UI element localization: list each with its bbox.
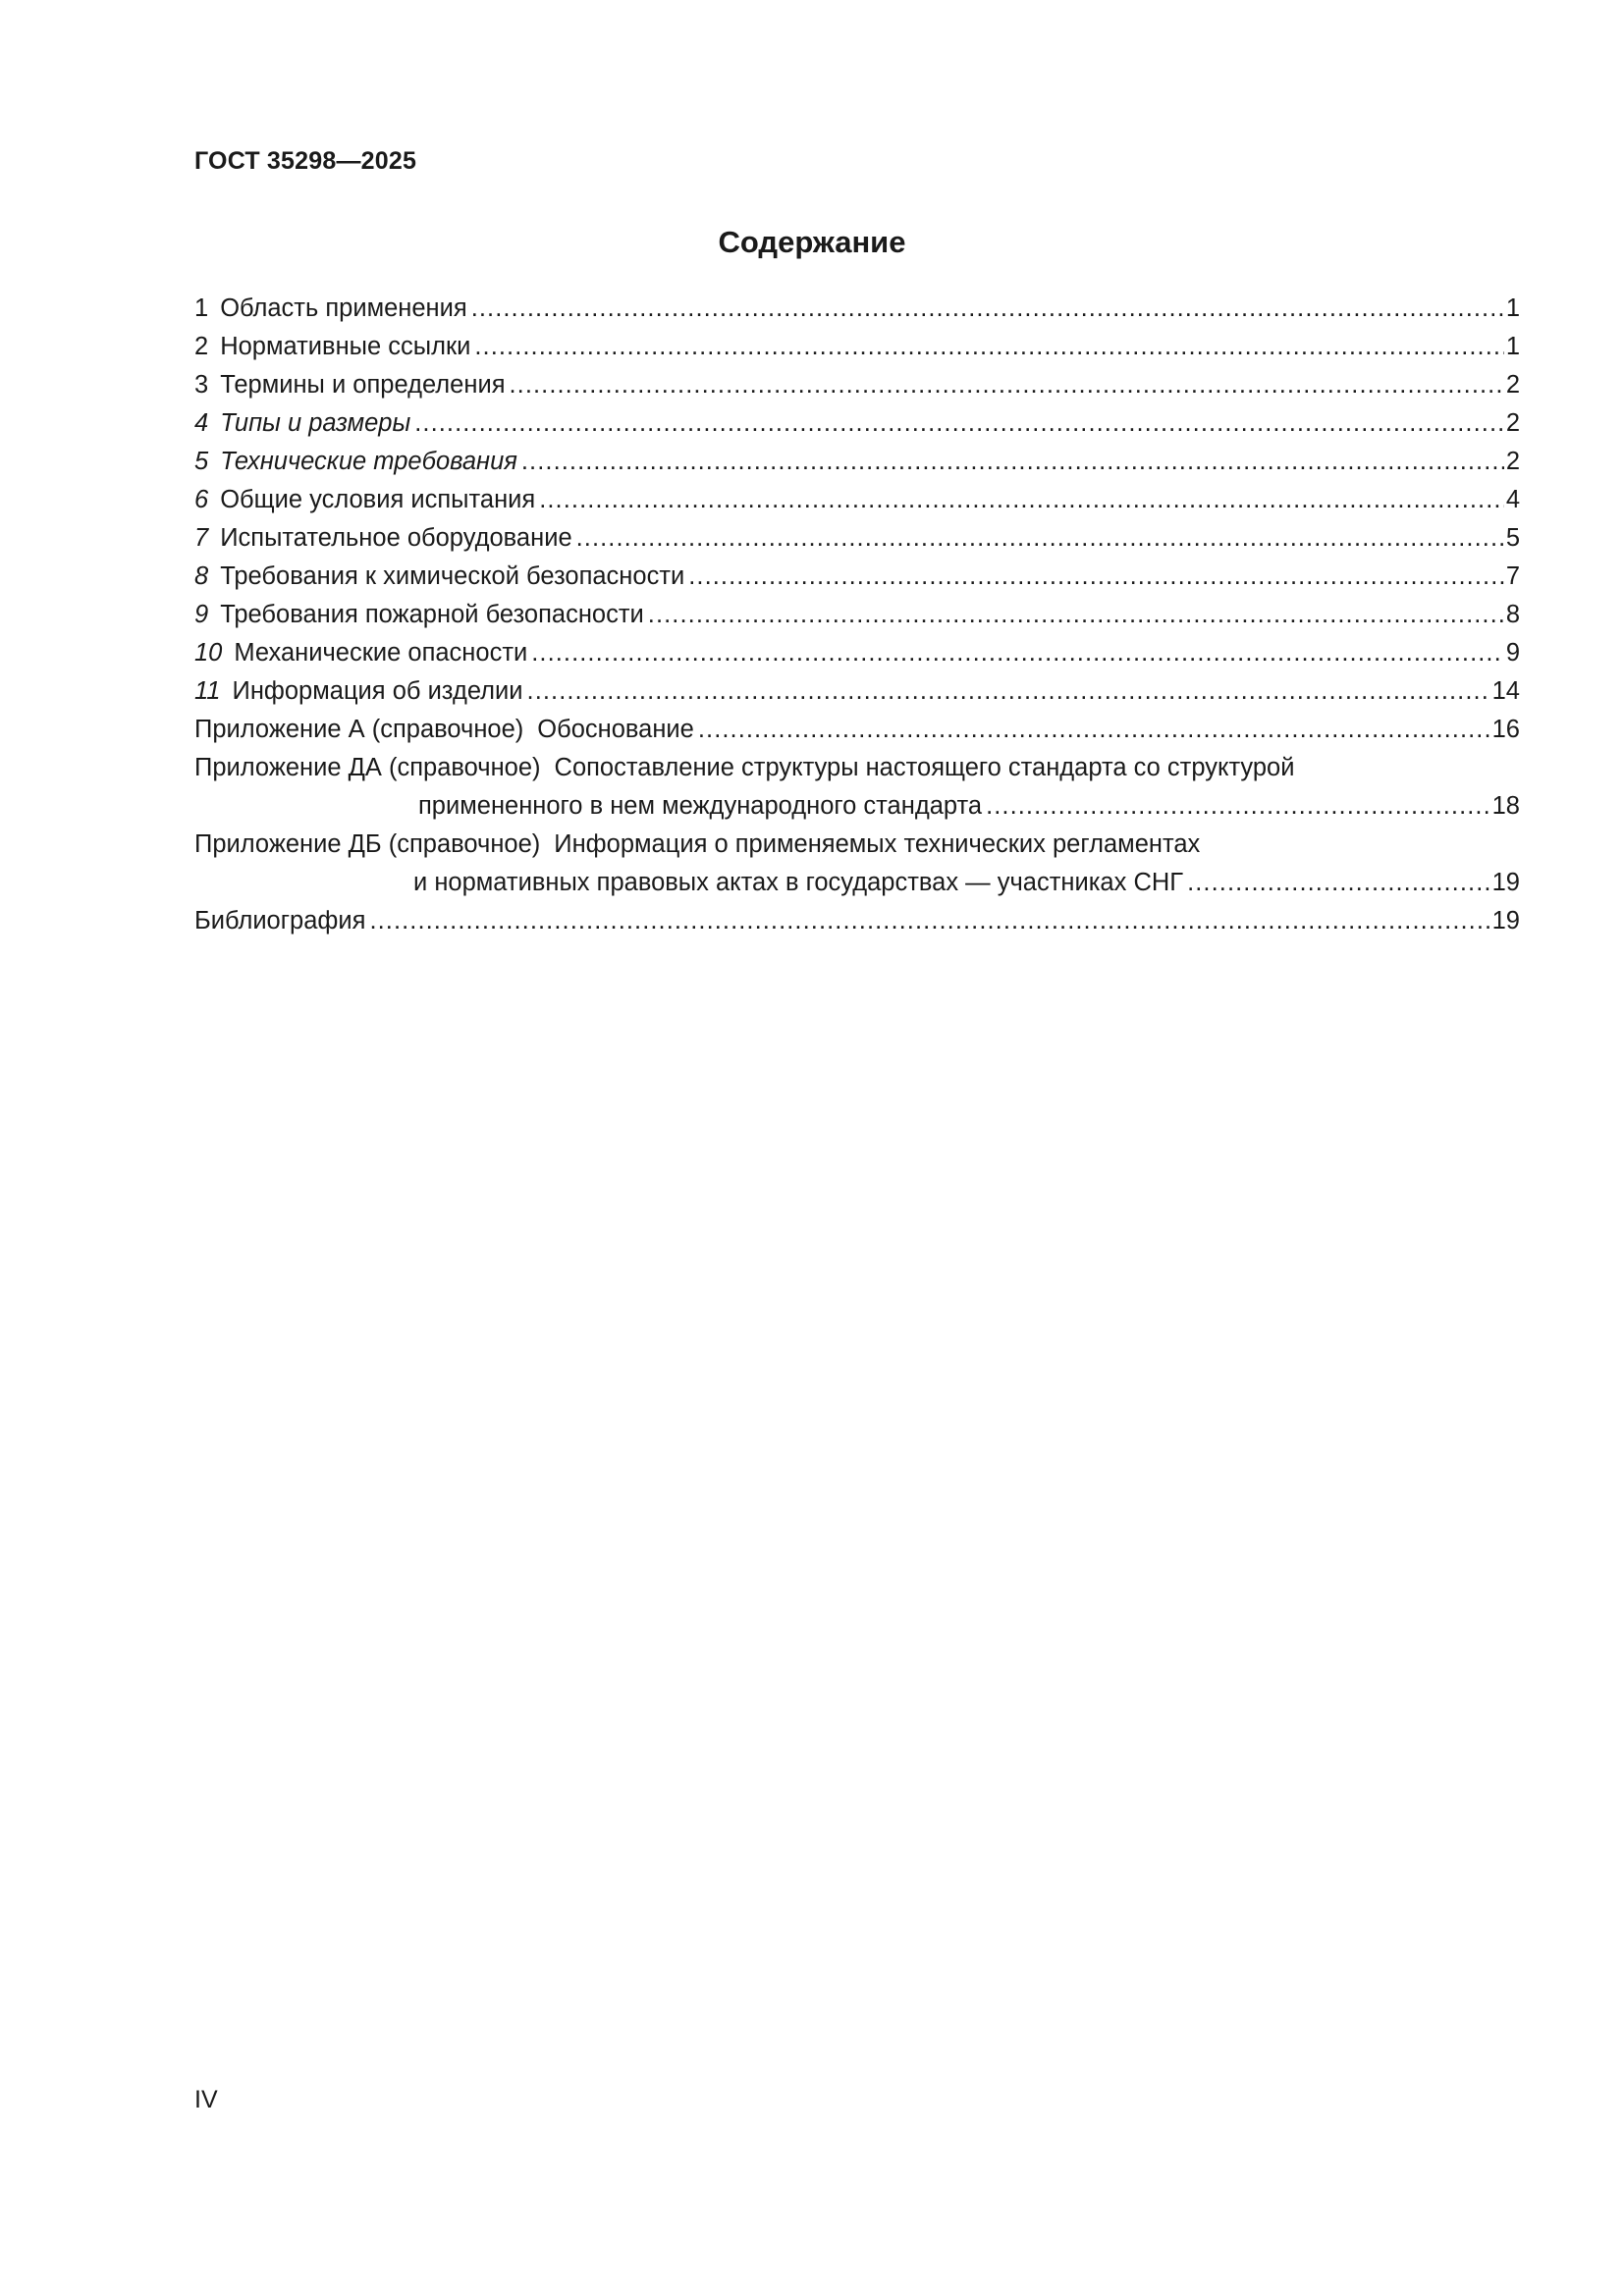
toc-entry[interactable]: [194, 366, 1520, 404]
toc-sections: [194, 290, 1520, 711]
toc-entry-prefix: Приложение А (справочное): [194, 716, 524, 743]
toc-entry-label: Испытательное оборудование: [220, 524, 572, 552]
toc-entry-label: Требования пожарной безопасности: [220, 601, 644, 628]
toc-entry[interactable]: [194, 328, 1520, 366]
toc-entry-page: 18: [1491, 792, 1520, 820]
toc-entry-number: 9: [194, 601, 209, 628]
toc-entry-page: 1: [1505, 294, 1520, 322]
toc-dot-leader: [531, 634, 1504, 672]
toc-entry-page: 5: [1505, 524, 1520, 552]
toc-dot-leader: [414, 404, 1504, 443]
toc-entry-label-line1: Информация о применяемых технических регламентах: [554, 830, 1201, 858]
toc-entry-label-line2: и нормативных правовых актах в государствах — участниках СНГ: [413, 869, 1184, 896]
toc-entry-label: Область применения: [220, 294, 467, 322]
toc-entry[interactable]: [194, 481, 1520, 519]
toc-entry-appendix-da[interactable]: [194, 749, 1520, 826]
table-of-contents: [194, 290, 1520, 940]
toc-entry[interactable]: [194, 290, 1520, 328]
toc-dot-leader: [688, 558, 1504, 596]
toc-entry-page: 1: [1505, 333, 1520, 360]
toc-entry-number: 1: [194, 294, 209, 322]
toc-entry-label: Термины и определения: [220, 371, 506, 399]
page-number: IV: [194, 2086, 218, 2113]
toc-entry-number: 8: [194, 562, 209, 590]
toc-entry-label: Общие условия испытания: [220, 486, 536, 513]
page-title: Содержание: [718, 225, 906, 259]
toc-dot-leader: [521, 443, 1504, 481]
toc-entry-label: Библиография: [194, 907, 366, 934]
document-code: ГОСТ 35298—2025: [194, 147, 417, 175]
toc-dot-leader: [471, 290, 1504, 328]
toc-entry-page: 4: [1505, 486, 1520, 513]
toc-entry-number: 2: [194, 333, 209, 360]
toc-entry-label: Технические требования: [220, 448, 517, 475]
toc-entry-prefix: Приложение ДА (справочное): [194, 754, 541, 781]
toc-entry-page: 9: [1505, 639, 1520, 667]
toc-entry-label: Информация об изделии: [232, 677, 523, 705]
toc-entry-prefix: Приложение ДБ (справочное): [194, 830, 541, 858]
toc-entry-label: Типы и размеры: [220, 409, 411, 437]
toc-entry-number: 11: [194, 677, 221, 705]
toc-entry-page: 19: [1491, 907, 1520, 934]
toc-dot-leader: [698, 711, 1490, 749]
toc-entry-number: 6: [194, 486, 209, 513]
toc-entry-appendix-a[interactable]: [194, 711, 1520, 749]
toc-entry-page: 19: [1491, 869, 1520, 896]
toc-entry-page: 14: [1491, 677, 1520, 705]
toc-dot-leader: [648, 596, 1504, 634]
toc-entry-page: 8: [1505, 601, 1520, 628]
toc-entry-page: 2: [1505, 409, 1520, 437]
toc-entry[interactable]: [194, 558, 1520, 596]
toc-entry-number: 4: [194, 409, 209, 437]
toc-entry-label: Нормативные ссылки: [220, 333, 471, 360]
toc-entry[interactable]: [194, 634, 1520, 672]
toc-entry-appendix-db[interactable]: [194, 826, 1520, 902]
toc-entry-number: 3: [194, 371, 209, 399]
toc-entry-page: 7: [1505, 562, 1520, 590]
toc-dot-leader: [510, 366, 1504, 404]
toc-entry-bibliography[interactable]: [194, 902, 1520, 940]
toc-dot-leader: [1187, 864, 1490, 902]
toc-dot-leader: [369, 902, 1489, 940]
toc-entry[interactable]: [194, 404, 1520, 443]
toc-dot-leader: [474, 328, 1503, 366]
toc-dot-leader: [539, 481, 1504, 519]
toc-entry[interactable]: [194, 596, 1520, 634]
toc-dot-leader: [986, 787, 1490, 826]
toc-entry-number: 7: [194, 524, 209, 552]
toc-entry-number: 10: [194, 639, 223, 667]
toc-entry-page: 16: [1491, 716, 1520, 743]
toc-entry-label: Механические опасности: [234, 639, 528, 667]
toc-entry-label: Требования к химической безопасности: [220, 562, 685, 590]
toc-entry-page: 2: [1505, 448, 1520, 475]
toc-entry[interactable]: [194, 443, 1520, 481]
toc-dot-leader: [527, 672, 1490, 711]
toc-entry-label: Обоснование: [537, 716, 694, 743]
toc-entry-page: 2: [1505, 371, 1520, 399]
toc-entry-label-line2: примененного в нем международного стандарта: [418, 792, 983, 820]
toc-entry[interactable]: [194, 672, 1520, 711]
toc-dot-leader: [576, 519, 1504, 558]
toc-entry[interactable]: [194, 519, 1520, 558]
toc-entry-number: 5: [194, 448, 209, 475]
toc-entry-label-line1: Сопоставление структуры настоящего стандарта со структурой: [554, 754, 1295, 781]
